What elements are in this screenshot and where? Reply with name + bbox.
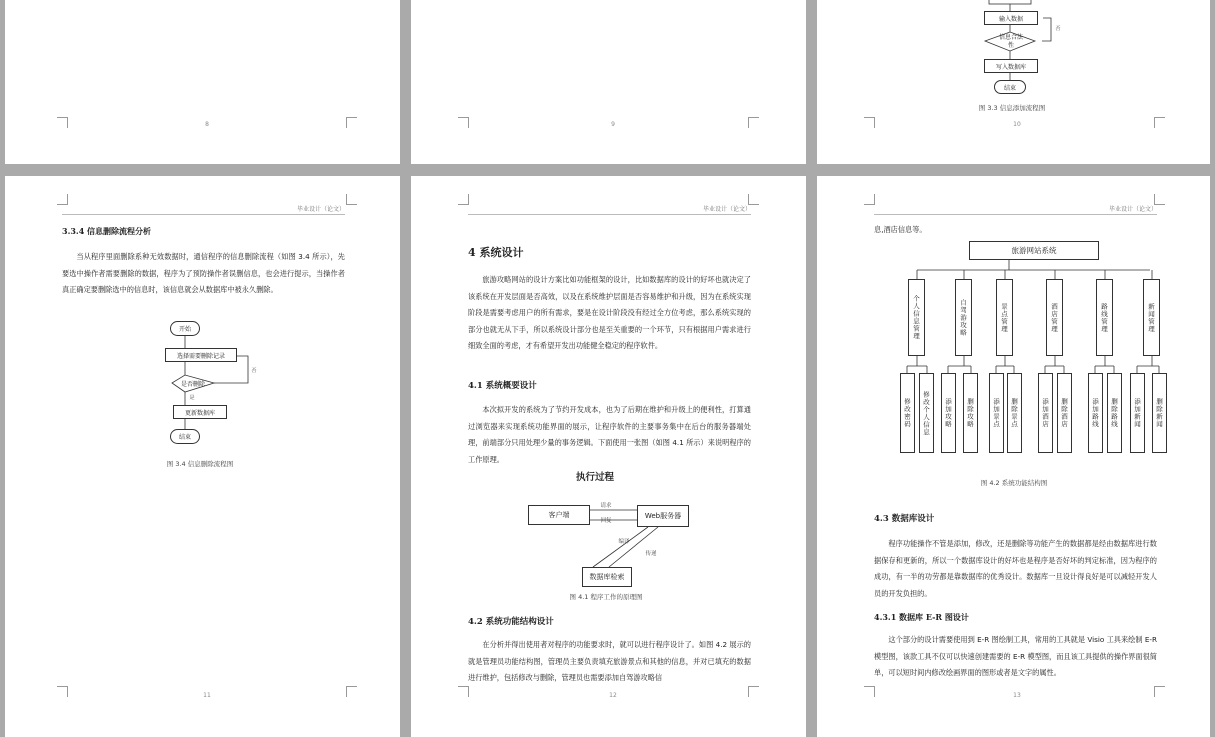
figure-caption: 图 4.1 程序工作的原理图 — [569, 593, 643, 601]
page-9 — [411, 0, 806, 164]
module-box-scenic: 景点管理 — [996, 279, 1013, 356]
flow-decision-label: 信息合法 性 — [998, 34, 1023, 49]
page-10 — [817, 0, 1210, 164]
figure-caption: 图 3.4 信息删除流程图 — [166, 460, 234, 468]
body-paragraph: 旅游攻略网站的设计方案比如功能框架的设计，比如数据库的设计的好坏也就决定了该系统在开发层面是否高效，以及在系统维护层面是否容易维护和升级，因为在系统实现阶段是需要考虑用户的所有需求，要是在设计阶段没有经过全方位考虑，那么系统实现的部分也就无从下手，所以系统设计部分也是至关重要的一个环节，只有根据用户需求进行细致全面的考虑，才有希望开发出功能健全稳定的程序软件。 — [468, 275, 751, 350]
flow-no-label: 否 — [251, 368, 257, 374]
figure-caption: 图 3.3 信息添加流程图 — [978, 104, 1046, 112]
page-12 — [411, 176, 806, 737]
flow-write-box: 写入数据库 — [984, 59, 1038, 73]
reply-label: 回复 — [600, 518, 612, 524]
crop-mark — [458, 117, 469, 128]
function-box: 删除景点 — [1007, 373, 1022, 453]
diagram-title: 执行过程 — [576, 472, 615, 483]
module-box-hotel: 酒店管理 — [1046, 279, 1063, 356]
function-box: 添加景点 — [989, 373, 1004, 453]
crop-mark — [346, 117, 357, 128]
page-number: 12 — [609, 692, 617, 699]
function-box: 删除攻略 — [963, 373, 978, 453]
function-box: 删除酒店 — [1057, 373, 1072, 453]
function-box: 添加攻略 — [941, 373, 956, 453]
crop-mark — [57, 117, 68, 128]
database-box: 数据库检索 — [582, 567, 632, 587]
chapter-heading: 4 系统设计 — [468, 246, 524, 259]
function-box: 添加路线 — [1088, 373, 1103, 453]
crop-mark — [1154, 117, 1165, 128]
flow-end-oval: 结束 — [170, 429, 200, 444]
function-box: 添加酒店 — [1038, 373, 1053, 453]
page-number: 9 — [611, 121, 615, 128]
section-heading: 4.1 系统概要设计 — [468, 381, 537, 391]
body-paragraph: 程序功能操作不管是添加，修改，还是删除等功能产生的数据都是经由数据库进行数据保存和更新的，所以一个数据库设计的好坏也是程序是否好坏的判定标准，因为程序的成功，有一半的功劳都是靠数据库的优秀设计。数据库一旦设计得良好是可以减轻开发人员的开发负担的。 — [874, 539, 1157, 598]
flow-end-oval: 结束 — [994, 80, 1026, 94]
body-paragraph: 这个部分的设计需要使用到 E-R 图绘制工具，常用的工具就是 Visio 工具来绘制 E-R 模型图，该款工具不仅可以快速创建需要的 E-R 模型图，而且该工具提供的操作界面很简单，可以短时间内修改绘画界面的图形或者是文字的属性。 — [874, 635, 1157, 677]
subsection-heading: 4.3.1 数据库 E-R 图设计 — [874, 612, 969, 622]
function-box: 删除新闻 — [1152, 373, 1167, 453]
page-number: 10 — [1013, 121, 1021, 128]
flow-no-label: 否 — [1055, 26, 1061, 32]
crop-mark — [1154, 686, 1165, 697]
module-box-route: 路线管理 — [1096, 279, 1113, 356]
body-paragraph: 息,酒店信息等。 — [874, 225, 927, 234]
page-number: 11 — [203, 692, 211, 699]
web-server-box: Web服务器 — [637, 505, 689, 527]
function-box: 修改个人信息 — [919, 373, 934, 453]
page-header: 毕业设计（论文） — [874, 204, 1157, 215]
compile-label: 编译 — [618, 539, 630, 545]
flow-yes-label: 是 — [189, 395, 195, 401]
flow-start-oval: 开始 — [170, 321, 200, 336]
page-13 — [817, 176, 1210, 737]
section-heading: 4.3 数据库设计 — [874, 514, 935, 524]
deliver-label: 传递 — [645, 551, 657, 557]
client-box: 客户端 — [528, 505, 590, 525]
page-11 — [5, 176, 400, 737]
module-box-personal: 个人信息管理 — [908, 279, 925, 356]
request-label: 请求 — [600, 503, 612, 509]
page-number: 8 — [205, 121, 209, 128]
crop-mark — [748, 117, 759, 128]
crop-mark — [864, 117, 875, 128]
crop-mark — [346, 686, 357, 697]
body-paragraph: 在分析并得出使用者对程序的功能要求时，就可以进行程序设计了。如图 4.2 展示的就是管理员功能结构图，管理员主要负责填充旅游景点和其他的信息，并对已填充的数据进行维护，包括修改与删除，管理员也需要添加自驾游攻略信 — [468, 640, 751, 682]
flow-update-box: 更新数据库 — [173, 405, 227, 419]
module-box-news: 新闻管理 — [1143, 279, 1160, 356]
module-box-guide: 自驾游攻略 — [955, 279, 972, 356]
page-header: 毕业设计（论文） — [62, 204, 345, 215]
function-box: 删除路线 — [1107, 373, 1122, 453]
figure-caption: 图 4.2 系统功能结构图 — [980, 479, 1048, 487]
section-heading: 3.3.4 信息删除流程分析 — [62, 226, 152, 236]
crop-mark — [748, 686, 759, 697]
flowchart-connectors — [5, 176, 400, 737]
crop-mark — [458, 686, 469, 697]
page-number: 13 — [1013, 692, 1021, 699]
page-header: 毕业设计（论文） — [468, 204, 751, 215]
section-heading: 4.2 系统功能结构设计 — [468, 617, 554, 627]
flow-select-box: 选择需要删除记录 — [165, 348, 237, 362]
flow-decision-label: 是否删除 — [180, 380, 205, 388]
crop-mark — [864, 686, 875, 697]
page-8 — [5, 0, 400, 164]
function-box: 修改密码 — [900, 373, 915, 453]
system-root-box: 旅游网站系统 — [969, 241, 1099, 260]
function-box: 添加新闻 — [1130, 373, 1145, 453]
body-paragraph: 本次拟开发的系统为了节约开发成本，也为了后期在维护和升级上的便利性，打算通过浏览器来实现系统功能界面的展示，让程序软件的主要事务集中在后台的服务器端处理，前端部分只用处理少量的事务逻辑。下面使用一张图（如图 4.1 所示）来说明程序的工作原理。 — [468, 405, 751, 464]
crop-mark — [57, 686, 68, 697]
flow-input-box: 输入数据 — [984, 11, 1038, 25]
body-paragraph: 当从程序里面删除系种无效数据时，通信程序的信息删除流程（如图 3.4 所示），先要选中操作者需要删除的数据，程序为了预防操作者误删信息，也会进行提示，当操作者真正确定要删除选中的信息时，该信息就会从数据库中被永久删除。 — [62, 252, 345, 294]
